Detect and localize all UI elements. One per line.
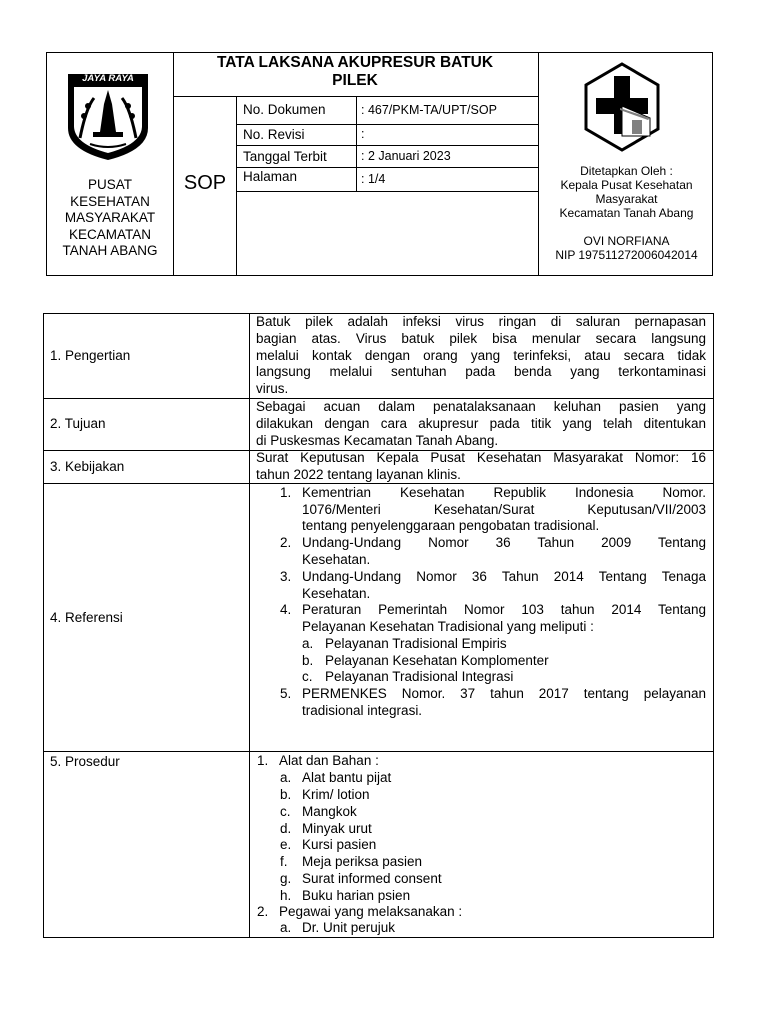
signatory-name: OVI NORFIANA [583,234,670,248]
list-item: Surat informed consent [302,871,442,886]
list-item-letter: b. [302,653,314,668]
section-text-pengertian: Batuk pilek adalah infeksi virus ringan di saluran pernapasan bagian atas. Virus batuk pilek bisa menular secara langsung melalui kontak dengan orang yang terinfeksi, atau secara tidak langsung melalui sentuhan pada benda yang terkontaminasi virus. [256,314,706,397]
list-item-letter: a. [302,636,314,651]
list-item: tradisional integrasi. [302,703,423,718]
list-item: Kesehatan. [302,586,371,601]
list-item: Krim/ lotion [302,787,370,802]
document-title: TATA LAKSANA AKUPRESUR BATUK PILEK [216,54,494,89]
list-item-number: 3. [280,569,292,584]
field-value-no-revisi: : [361,127,365,141]
list-item: Undang-Undang Nomor 36 Tahun 2009 Tentang [302,535,706,550]
field-value-no-dokumen: : 467/PKM-TA/UPT/SOP [361,103,497,117]
list-item-letter: e. [280,837,292,852]
field-label-no-dokumen: No. Dokumen [243,102,326,117]
list-item-number: 1. [280,485,292,500]
list-item: Kesehatan. [302,552,371,567]
list-item: Kursi pasien [302,837,377,852]
sop-label: SOP [183,172,227,194]
list-item: Kementrian Kesehatan Republik Indonesia Nomor. [302,485,706,500]
list-item-number: 2. [280,535,292,550]
signature-block: Ditetapkan Oleh : Kepala Pusat Kesehatan Masyarakat Kecamatan Tanah Abang [559,164,694,220]
field-label-halaman: Halaman [243,169,298,184]
list-item: Buku harian psien [302,888,411,903]
list-item: 1076/Menteri Kesehatan/Surat Keputusan/VII/2003 [302,502,706,517]
institution-name: PUSAT KESEHATAN MASYARAKAT KECAMATAN TANAH ABANG [62,177,158,258]
section-label-pengertian: 1. Pengertian [50,348,131,363]
list-item: Mangkok [302,804,357,819]
list-item-number: 5. [280,686,292,701]
section-label-referensi: 4. Referensi [50,610,123,625]
list-item-letter: a. [280,770,292,785]
list-item-letter: c. [280,804,291,819]
section-label-tujuan: 2. Tujuan [50,416,106,431]
field-label-tanggal-terbit: Tanggal Terbit [243,149,327,164]
list-item: PERMENKES Nomor. 37 tahun 2017 tentang pelayanan [302,686,706,701]
list-item: tentang penyelenggaraan pengobatan tradisional. [302,518,600,533]
list-item: Pelayanan Tradisional Integrasi [325,669,514,684]
field-label-no-revisi: No. Revisi [243,127,305,142]
list-item: Pelayanan Kesehatan Tradisional yang meliputi : [302,619,594,634]
list-item-letter: h. [280,888,292,903]
section-label-kebijakan: 3. Kebijakan [50,459,125,474]
field-value-tanggal-terbit: : 2 Januari 2023 [361,149,451,163]
list-item: Alat dan Bahan : [279,753,379,768]
list-item-letter: f. [280,854,288,869]
list-item: Meja periksa pasien [302,854,423,869]
list-item: Alat bantu pijat [302,770,392,785]
list-item: Undang-Undang Nomor 36 Tahun 2014 Tentang Tenaga [302,569,706,584]
signatory-nip: NIP 197511272006042014 [555,248,698,262]
list-item-letter: a. [280,920,292,935]
puskesmas-logo [584,62,660,152]
list-item-letter: c. [302,669,313,684]
list-item-number: 2. [257,904,269,919]
list-item: Minyak urut [302,821,372,836]
logo-text: JAYA RAYA [82,73,134,84]
list-item-number: 1. [257,753,269,768]
section-text-kebijakan: Surat Keputusan Kepala Pusat Kesehatan Masyarakat Nomor: 16 tahun 2022 tentang layanan klinis. [256,450,706,482]
section-label-prosedur: 5. Prosedur [50,754,120,769]
list-item-letter: b. [280,787,292,802]
section-text-tujuan: Sebagai acuan dalam penatalaksanaan keluhan pasien yang dilakukan dengan cara akupresur pada titik yang telah ditentukan di Puskesmas Kecamatan Tanah Abang. [256,399,706,448]
list-item: Pegawai yang melaksanakan : [279,904,463,919]
list-item-letter: g. [280,871,292,886]
list-item: Pelayanan Kesehatan Komplomenter [325,653,549,668]
list-item: Pelayanan Tradisional Empiris [325,636,507,651]
list-item-number: 4. [280,602,292,617]
jaya-raya-logo [60,68,156,164]
list-item: Peraturan Pemerintah Nomor 103 tahun 2014 Tentang [302,602,706,617]
list-item: Dr. Unit perujuk [302,920,396,935]
field-value-halaman: : 1/4 [361,172,386,186]
list-item-letter: d. [280,821,292,836]
